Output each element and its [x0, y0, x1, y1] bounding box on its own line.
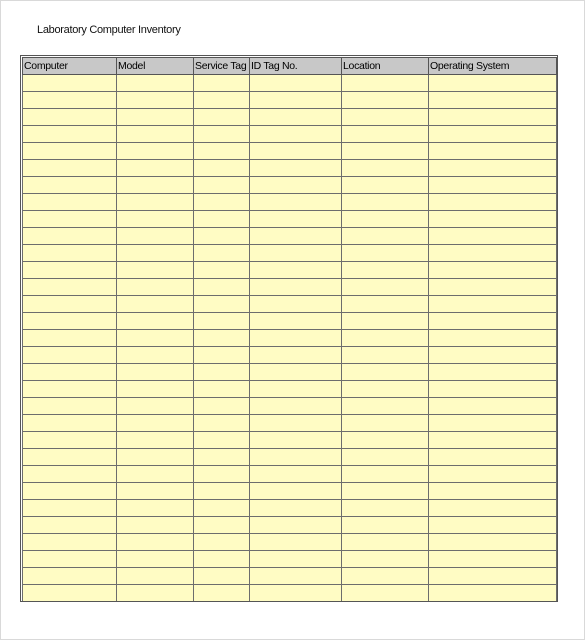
- cell-model[interactable]: [117, 381, 194, 398]
- cell-location[interactable]: [342, 126, 429, 143]
- table-row: [23, 449, 557, 466]
- cell-id-tag[interactable]: [250, 296, 342, 313]
- cell-service-tag[interactable]: [194, 194, 250, 211]
- table-row: [23, 415, 557, 432]
- cell-location[interactable]: [342, 534, 429, 551]
- table-row: [23, 551, 557, 568]
- cell-location[interactable]: [342, 415, 429, 432]
- table-row: [23, 347, 557, 364]
- cell-location[interactable]: [342, 432, 429, 449]
- cell-location[interactable]: [342, 585, 429, 602]
- cell-id-tag[interactable]: [250, 92, 342, 109]
- cell-model[interactable]: [117, 160, 194, 177]
- inventory-table: [22, 57, 557, 602]
- cell-id-tag[interactable]: [250, 381, 342, 398]
- table-row: [23, 143, 557, 160]
- cell-computer[interactable]: [23, 551, 117, 568]
- cell-model[interactable]: [117, 109, 194, 126]
- cell-service-tag[interactable]: [194, 262, 250, 279]
- cell-location[interactable]: [342, 245, 429, 262]
- cell-model[interactable]: [117, 534, 194, 551]
- cell-service-tag[interactable]: [194, 279, 250, 296]
- table-row: [23, 245, 557, 262]
- cell-location[interactable]: [342, 109, 429, 126]
- column-header-model[interactable]: Model: [117, 58, 194, 75]
- cell-location[interactable]: [342, 160, 429, 177]
- cell-computer[interactable]: [23, 296, 117, 313]
- cell-id-tag[interactable]: [250, 245, 342, 262]
- cell-service-tag[interactable]: [194, 398, 250, 415]
- cell-os[interactable]: [429, 483, 557, 500]
- cell-service-tag[interactable]: [194, 296, 250, 313]
- column-header-id-tag[interactable]: ID Tag No.: [250, 58, 342, 75]
- table-row: [23, 126, 557, 143]
- table-row: [23, 517, 557, 534]
- table-row: [23, 313, 557, 330]
- cell-location[interactable]: [342, 449, 429, 466]
- cell-location[interactable]: [342, 364, 429, 381]
- cell-id-tag[interactable]: [250, 279, 342, 296]
- cell-os[interactable]: [429, 92, 557, 109]
- cell-computer[interactable]: [23, 364, 117, 381]
- table-row: [23, 534, 557, 551]
- cell-computer[interactable]: [23, 194, 117, 211]
- cell-id-tag[interactable]: [250, 347, 342, 364]
- cell-os[interactable]: [429, 585, 557, 602]
- cell-location[interactable]: [342, 551, 429, 568]
- cell-location[interactable]: [342, 211, 429, 228]
- cell-computer[interactable]: [23, 585, 117, 602]
- table-row: [23, 211, 557, 228]
- cell-service-tag[interactable]: [194, 364, 250, 381]
- cell-model[interactable]: [117, 415, 194, 432]
- cell-location[interactable]: [342, 381, 429, 398]
- cell-location[interactable]: [342, 568, 429, 585]
- column-header-operating-system[interactable]: Operating System: [429, 58, 557, 75]
- cell-computer[interactable]: [23, 466, 117, 483]
- cell-computer[interactable]: [23, 483, 117, 500]
- table-row: [23, 160, 557, 177]
- cell-model[interactable]: [117, 517, 194, 534]
- cell-os[interactable]: [429, 347, 557, 364]
- cell-os[interactable]: [429, 211, 557, 228]
- cell-id-tag[interactable]: [250, 194, 342, 211]
- cell-location[interactable]: [342, 262, 429, 279]
- cell-model[interactable]: [117, 330, 194, 347]
- cell-os[interactable]: [429, 143, 557, 160]
- cell-computer[interactable]: [23, 109, 117, 126]
- cell-id-tag[interactable]: [250, 75, 342, 92]
- table-row: [23, 177, 557, 194]
- cell-model[interactable]: [117, 194, 194, 211]
- cell-location[interactable]: [342, 466, 429, 483]
- cell-service-tag[interactable]: [194, 211, 250, 228]
- table-row: [23, 364, 557, 381]
- cell-computer[interactable]: [23, 347, 117, 364]
- cell-location[interactable]: [342, 517, 429, 534]
- cell-os[interactable]: [429, 500, 557, 517]
- cell-computer[interactable]: [23, 245, 117, 262]
- cell-computer[interactable]: [23, 534, 117, 551]
- cell-service-tag[interactable]: [194, 500, 250, 517]
- cell-service-tag[interactable]: [194, 245, 250, 262]
- table-row: [23, 296, 557, 313]
- cell-computer[interactable]: [23, 92, 117, 109]
- cell-os[interactable]: [429, 381, 557, 398]
- cell-model[interactable]: [117, 432, 194, 449]
- cell-location[interactable]: [342, 177, 429, 194]
- cell-os[interactable]: [429, 245, 557, 262]
- cell-computer[interactable]: [23, 415, 117, 432]
- table-row: [23, 330, 557, 347]
- cell-os[interactable]: [429, 177, 557, 194]
- cell-service-tag[interactable]: [194, 432, 250, 449]
- cell-model[interactable]: [117, 449, 194, 466]
- cell-id-tag[interactable]: [250, 364, 342, 381]
- cell-location[interactable]: [342, 228, 429, 245]
- document-title: Laboratory Computer Inventory: [37, 24, 181, 36]
- cell-service-tag[interactable]: [194, 534, 250, 551]
- cell-service-tag[interactable]: [194, 551, 250, 568]
- cell-id-tag[interactable]: [250, 568, 342, 585]
- table-row: [23, 75, 557, 92]
- cell-os[interactable]: [429, 415, 557, 432]
- cell-location[interactable]: [342, 296, 429, 313]
- cell-computer[interactable]: [23, 313, 117, 330]
- cell-model[interactable]: [117, 313, 194, 330]
- cell-os[interactable]: [429, 364, 557, 381]
- cell-service-tag[interactable]: [194, 466, 250, 483]
- cell-os[interactable]: [429, 449, 557, 466]
- cell-model[interactable]: [117, 126, 194, 143]
- cell-model[interactable]: [117, 364, 194, 381]
- cell-os[interactable]: [429, 551, 557, 568]
- column-header-service-tag[interactable]: Service Tag: [194, 58, 250, 75]
- cell-service-tag[interactable]: [194, 568, 250, 585]
- cell-service-tag[interactable]: [194, 160, 250, 177]
- cell-model[interactable]: [117, 398, 194, 415]
- column-header-computer[interactable]: Computer: [23, 58, 117, 75]
- cell-model[interactable]: [117, 143, 194, 160]
- cell-model[interactable]: [117, 75, 194, 92]
- cell-location[interactable]: [342, 92, 429, 109]
- cell-location[interactable]: [342, 330, 429, 347]
- cell-location[interactable]: [342, 398, 429, 415]
- cell-os[interactable]: [429, 75, 557, 92]
- cell-os[interactable]: [429, 432, 557, 449]
- cell-computer[interactable]: [23, 432, 117, 449]
- cell-model[interactable]: [117, 296, 194, 313]
- cell-os[interactable]: [429, 296, 557, 313]
- table-row: [23, 500, 557, 517]
- cell-id-tag[interactable]: [250, 143, 342, 160]
- cell-computer[interactable]: [23, 160, 117, 177]
- cell-id-tag[interactable]: [250, 500, 342, 517]
- cell-id-tag[interactable]: [250, 211, 342, 228]
- cell-service-tag[interactable]: [194, 143, 250, 160]
- cell-location[interactable]: [342, 194, 429, 211]
- cell-model[interactable]: [117, 500, 194, 517]
- cell-os[interactable]: [429, 109, 557, 126]
- cell-os[interactable]: [429, 126, 557, 143]
- cell-location[interactable]: [342, 483, 429, 500]
- cell-id-tag[interactable]: [250, 330, 342, 347]
- table-row: [23, 585, 557, 602]
- cell-model[interactable]: [117, 483, 194, 500]
- cell-id-tag[interactable]: [250, 432, 342, 449]
- table-row: [23, 432, 557, 449]
- cell-id-tag[interactable]: [250, 398, 342, 415]
- cell-model[interactable]: [117, 177, 194, 194]
- table-row: [23, 109, 557, 126]
- cell-id-tag[interactable]: [250, 160, 342, 177]
- cell-model[interactable]: [117, 92, 194, 109]
- cell-os[interactable]: [429, 534, 557, 551]
- cell-service-tag[interactable]: [194, 585, 250, 602]
- cell-model[interactable]: [117, 279, 194, 296]
- cell-model[interactable]: [117, 211, 194, 228]
- cell-id-tag[interactable]: [250, 483, 342, 500]
- cell-os[interactable]: [429, 160, 557, 177]
- cell-service-tag[interactable]: [194, 415, 250, 432]
- cell-location[interactable]: [342, 347, 429, 364]
- cell-computer[interactable]: [23, 568, 117, 585]
- cell-model[interactable]: [117, 245, 194, 262]
- cell-computer[interactable]: [23, 177, 117, 194]
- cell-model[interactable]: [117, 585, 194, 602]
- cell-model[interactable]: [117, 551, 194, 568]
- table-row: [23, 568, 557, 585]
- cell-os[interactable]: [429, 279, 557, 296]
- cell-service-tag[interactable]: [194, 517, 250, 534]
- cell-os[interactable]: [429, 517, 557, 534]
- cell-computer[interactable]: [23, 211, 117, 228]
- cell-id-tag[interactable]: [250, 551, 342, 568]
- cell-computer[interactable]: [23, 262, 117, 279]
- cell-os[interactable]: [429, 466, 557, 483]
- cell-id-tag[interactable]: [250, 126, 342, 143]
- inventory-sheet: [20, 55, 558, 602]
- cell-location[interactable]: [342, 75, 429, 92]
- cell-id-tag[interactable]: [250, 415, 342, 432]
- cell-id-tag[interactable]: [250, 228, 342, 245]
- cell-id-tag[interactable]: [250, 313, 342, 330]
- cell-service-tag[interactable]: [194, 313, 250, 330]
- cell-id-tag[interactable]: [250, 517, 342, 534]
- cell-service-tag[interactable]: [194, 449, 250, 466]
- cell-service-tag[interactable]: [194, 483, 250, 500]
- cell-id-tag[interactable]: [250, 177, 342, 194]
- cell-model[interactable]: [117, 466, 194, 483]
- table-row: [23, 279, 557, 296]
- table-row: [23, 466, 557, 483]
- table-row: [23, 483, 557, 500]
- cell-os[interactable]: [429, 228, 557, 245]
- cell-id-tag[interactable]: [250, 585, 342, 602]
- cell-model[interactable]: [117, 262, 194, 279]
- cell-os[interactable]: [429, 194, 557, 211]
- cell-location[interactable]: [342, 313, 429, 330]
- table-row: [23, 381, 557, 398]
- cell-os[interactable]: [429, 262, 557, 279]
- table-header-row: [23, 58, 557, 75]
- cell-service-tag[interactable]: [194, 92, 250, 109]
- cell-computer[interactable]: [23, 500, 117, 517]
- cell-id-tag[interactable]: [250, 449, 342, 466]
- column-header-location[interactable]: Location: [342, 58, 429, 75]
- cell-service-tag[interactable]: [194, 177, 250, 194]
- cell-model[interactable]: [117, 568, 194, 585]
- cell-computer[interactable]: [23, 228, 117, 245]
- cell-service-tag[interactable]: [194, 330, 250, 347]
- cell-computer[interactable]: [23, 381, 117, 398]
- cell-computer[interactable]: [23, 126, 117, 143]
- cell-service-tag[interactable]: [194, 381, 250, 398]
- cell-model[interactable]: [117, 347, 194, 364]
- cell-computer[interactable]: [23, 449, 117, 466]
- table-row: [23, 228, 557, 245]
- cell-os[interactable]: [429, 568, 557, 585]
- cell-os[interactable]: [429, 398, 557, 415]
- table-body: [23, 75, 557, 602]
- cell-location[interactable]: [342, 500, 429, 517]
- cell-id-tag[interactable]: [250, 466, 342, 483]
- table-row: [23, 92, 557, 109]
- cell-location[interactable]: [342, 143, 429, 160]
- cell-computer[interactable]: [23, 330, 117, 347]
- table-row: [23, 262, 557, 279]
- cell-service-tag[interactable]: [194, 347, 250, 364]
- cell-location[interactable]: [342, 279, 429, 296]
- cell-computer[interactable]: [23, 143, 117, 160]
- cell-model[interactable]: [117, 228, 194, 245]
- cell-id-tag[interactable]: [250, 262, 342, 279]
- table-row: [23, 194, 557, 211]
- cell-computer[interactable]: [23, 517, 117, 534]
- cell-computer[interactable]: [23, 75, 117, 92]
- cell-id-tag[interactable]: [250, 109, 342, 126]
- cell-service-tag[interactable]: [194, 126, 250, 143]
- cell-os[interactable]: [429, 313, 557, 330]
- cell-id-tag[interactable]: [250, 534, 342, 551]
- cell-service-tag[interactable]: [194, 75, 250, 92]
- cell-computer[interactable]: [23, 398, 117, 415]
- cell-service-tag[interactable]: [194, 109, 250, 126]
- cell-service-tag[interactable]: [194, 228, 250, 245]
- table-row: [23, 398, 557, 415]
- cell-os[interactable]: [429, 330, 557, 347]
- cell-computer[interactable]: [23, 279, 117, 296]
